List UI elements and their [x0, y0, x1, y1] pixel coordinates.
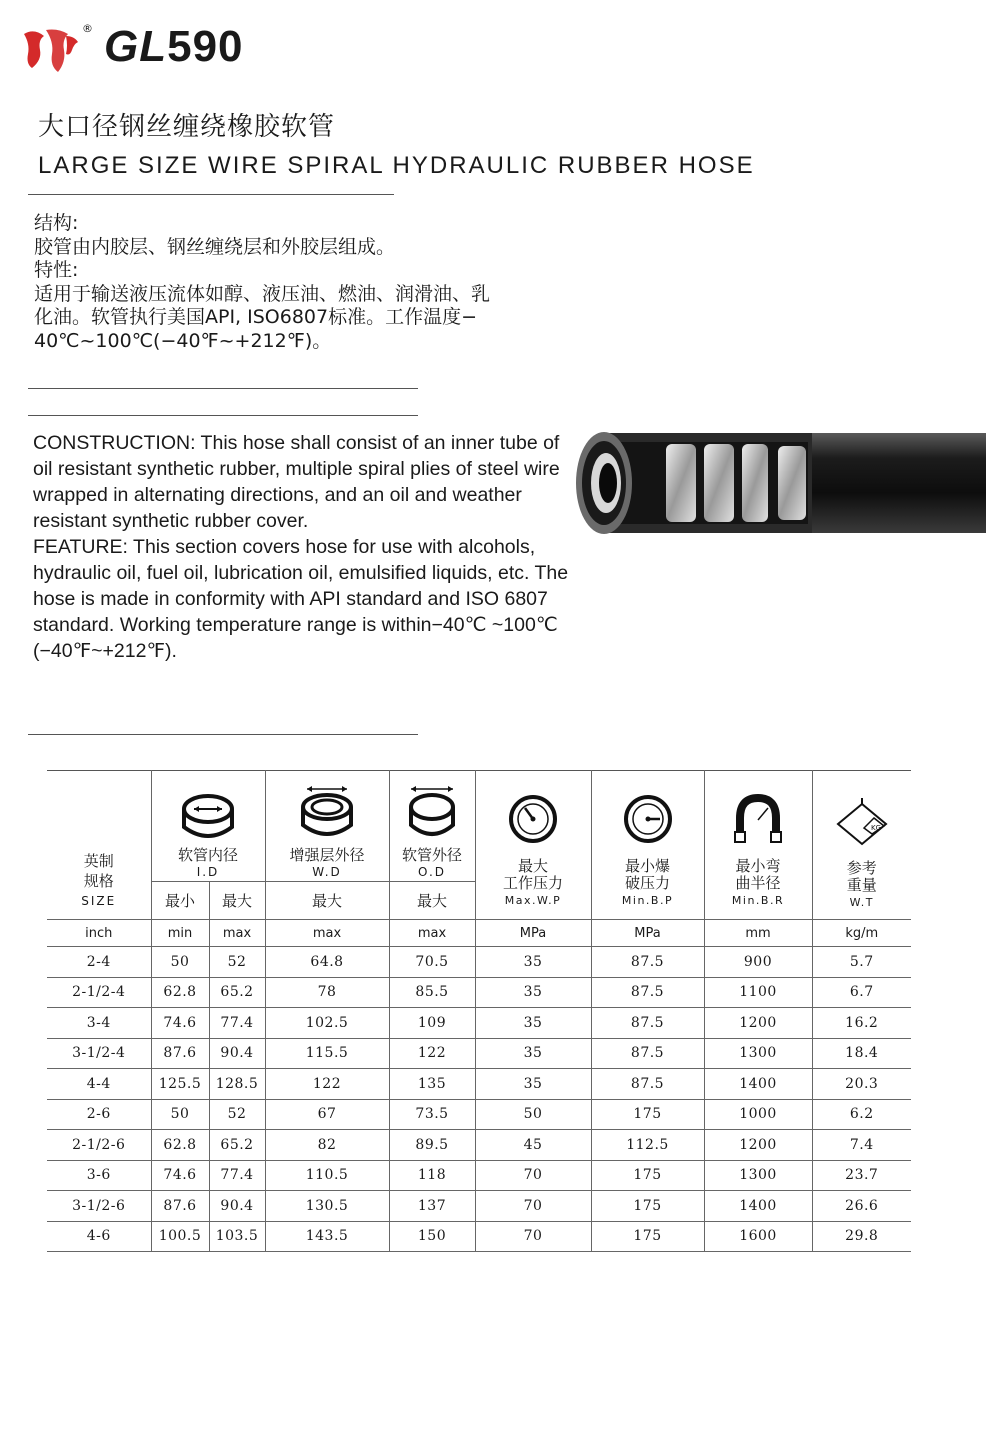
od-max-cell: 70.5: [389, 947, 475, 978]
cn-line: 胶管由内胶层、钢丝缠绕层和外胶层组成。: [34, 235, 396, 258]
max-wp-cell: 45: [475, 1130, 591, 1161]
br-header-cn1: 最小弯: [735, 857, 781, 875]
table-row: [47, 1008, 911, 1039]
cn-line: 特性:: [34, 259, 79, 281]
wt-header-en: W.T: [849, 896, 874, 909]
description-chinese: [34, 212, 574, 353]
min-br-cell: 1200: [704, 1130, 812, 1161]
size-cell: 4-4: [47, 1069, 151, 1100]
weight-cell: 6.2: [812, 1099, 911, 1130]
description-english: [33, 430, 573, 664]
spec-table: [47, 770, 911, 1252]
divider: [28, 388, 418, 389]
wp-header-cn2: 工作压力: [503, 874, 564, 892]
feature-text: FEATURE: This section covers hose for use with alcohols, hydraulic oil, fuel oil, lubrication oil, emulsified liquids, etc. The hose is made in conformity with API standard and ISO 6807 standard. Working temperature range is within−40℃ ~100℃(−40℉~+212℉).: [33, 536, 569, 662]
outer-diameter-icon: [407, 785, 457, 843]
wd-max-cell: 64.8: [265, 947, 389, 978]
wd-max-cell: 110.5: [265, 1160, 389, 1191]
min-br-cell: 1600: [704, 1221, 812, 1252]
unit-cell: min: [151, 920, 209, 947]
weight-cell: 6.7: [812, 977, 911, 1008]
size-cell: 3-6: [47, 1160, 151, 1191]
id-max-cell: 90.4: [209, 1038, 265, 1069]
od-max-cell: 73.5: [389, 1099, 475, 1130]
id-min-cell: 100.5: [151, 1221, 209, 1252]
weight-cell: 26.6: [812, 1191, 911, 1222]
min-bp-cell: 87.5: [591, 1069, 704, 1100]
registered-mark: ®: [82, 22, 93, 35]
id-max-cell: 65.2: [209, 1130, 265, 1161]
size-header-en: SIZE: [81, 894, 117, 908]
od-max-cell: 109: [389, 1008, 475, 1039]
weight-cell: 5.7: [812, 947, 911, 978]
max-wp-cell: 50: [475, 1099, 591, 1130]
bp-header: [591, 771, 704, 920]
unit-cell: kg/m: [812, 920, 911, 947]
wd-max-cell: 143.5: [265, 1221, 389, 1252]
size-header-cn2: 规格: [83, 872, 114, 890]
id-max-cell: 128.5: [209, 1069, 265, 1100]
size-cell: 3-1/2-4: [47, 1038, 151, 1069]
model-name: [104, 22, 244, 72]
min-bp-cell: 87.5: [591, 977, 704, 1008]
id-min-subheader: 最小: [151, 882, 209, 920]
id-min-cell: 50: [151, 947, 209, 978]
weight-cell: 16.2: [812, 1008, 911, 1039]
wd-header-cn: 增强层外径: [289, 846, 365, 864]
bp-header-en: Min.B.P: [621, 894, 674, 907]
weight-cell: 18.4: [812, 1038, 911, 1069]
wp-header: [475, 771, 591, 920]
unit-cell: MPa: [591, 920, 704, 947]
units-row: [47, 920, 911, 947]
id-max-cell: 103.5: [209, 1221, 265, 1252]
size-cell: 2-6: [47, 1099, 151, 1130]
id-min-cell: 74.6: [151, 1160, 209, 1191]
od-header: [389, 771, 475, 882]
min-br-cell: 1400: [704, 1191, 812, 1222]
min-bp-cell: 175: [591, 1160, 704, 1191]
table-row: [47, 1038, 911, 1069]
size-cell: 3-4: [47, 1008, 151, 1039]
od-header-en: O.D: [418, 865, 447, 879]
weight-icon: [834, 796, 890, 846]
table-row: [47, 1099, 911, 1130]
size-header-cn1: 英制: [83, 852, 114, 870]
title-divider: [28, 194, 394, 195]
max-wp-cell: 35: [475, 947, 591, 978]
table-row: [47, 947, 911, 978]
min-br-cell: 900: [704, 947, 812, 978]
id-min-cell: 50: [151, 1099, 209, 1130]
id-min-cell: 87.6: [151, 1191, 209, 1222]
od-max-subheader: 最大: [389, 882, 475, 920]
unit-cell: max: [389, 920, 475, 947]
wp-header-cn1: 最大: [518, 857, 549, 875]
id-max-subheader: 最大: [209, 882, 265, 920]
id-max-cell: 77.4: [209, 1160, 265, 1191]
weight-cell: 7.4: [812, 1130, 911, 1161]
min-br-cell: 1300: [704, 1160, 812, 1191]
unit-cell: MPa: [475, 920, 591, 947]
unit-cell: max: [265, 920, 389, 947]
od-max-cell: 118: [389, 1160, 475, 1191]
min-bp-cell: 112.5: [591, 1130, 704, 1161]
id-min-cell: 74.6: [151, 1008, 209, 1039]
size-cell: 4-6: [47, 1221, 151, 1252]
min-br-cell: 1200: [704, 1008, 812, 1039]
min-bp-cell: 87.5: [591, 947, 704, 978]
wd-max-cell: 122: [265, 1069, 389, 1100]
svg-text:KG: KG: [870, 824, 881, 832]
reinforcement-diameter-icon: [299, 785, 355, 843]
bp-header-cn2: 破压力: [625, 874, 671, 892]
br-header-en: Min.B.R: [731, 894, 785, 907]
weight-cell: 20.3: [812, 1069, 911, 1100]
wd-max-cell: 115.5: [265, 1038, 389, 1069]
min-br-cell: 1400: [704, 1069, 812, 1100]
br-header-cn2: 曲半径: [735, 874, 781, 892]
cn-line: 化油。软管执行美国API, ISO6807标准。工作温度−: [34, 306, 478, 328]
weight-cell: 23.7: [812, 1160, 911, 1191]
size-cell: 2-1/2-6: [47, 1130, 151, 1161]
od-max-cell: 137: [389, 1191, 475, 1222]
max-wp-cell: 70: [475, 1160, 591, 1191]
table-row: [47, 1069, 911, 1100]
wt-header-cn1: 参考: [846, 859, 877, 877]
title-chinese: 大口径钢丝缠绕橡胶软管: [38, 112, 336, 142]
max-wp-cell: 35: [475, 1069, 591, 1100]
od-max-cell: 150: [389, 1221, 475, 1252]
wd-max-cell: 82: [265, 1130, 389, 1161]
max-wp-cell: 35: [475, 1008, 591, 1039]
min-bp-cell: 175: [591, 1221, 704, 1252]
id-min-cell: 62.8: [151, 977, 209, 1008]
unit-cell: mm: [704, 920, 812, 947]
wt-header-cn2: 重量: [846, 876, 877, 894]
min-bp-cell: 175: [591, 1191, 704, 1222]
id-max-cell: 77.4: [209, 1008, 265, 1039]
id-max-cell: 90.4: [209, 1191, 265, 1222]
min-bp-cell: 87.5: [591, 1008, 704, 1039]
cn-line: 结构:: [34, 212, 79, 234]
od-max-cell: 89.5: [389, 1130, 475, 1161]
id-max-cell: 52: [209, 1099, 265, 1130]
id-min-cell: 62.8: [151, 1130, 209, 1161]
construction-text: CONSTRUCTION: This hose shall consist of an inner tube of oil resistant synthetic rubber, multiple spiral plies of steel wire wrapped in alternating directions, and an oil and weather resistant synthetic rubber cover.: [33, 432, 560, 532]
min-br-cell: 1300: [704, 1038, 812, 1069]
id-header: [151, 771, 265, 882]
size-header: [47, 771, 151, 920]
divider: [28, 734, 418, 735]
wd-max-cell: 78: [265, 977, 389, 1008]
od-max-cell: 122: [389, 1038, 475, 1069]
od-max-cell: 85.5: [389, 977, 475, 1008]
unit-cell: inch: [47, 920, 151, 947]
wd-header-en: W.D: [312, 865, 342, 879]
hose-cross-section-icon: [572, 430, 986, 540]
wd-max-cell: 102.5: [265, 1008, 389, 1039]
max-wp-cell: 70: [475, 1191, 591, 1222]
table-row: [47, 1160, 911, 1191]
bend-radius-icon: [732, 794, 784, 844]
unit-cell: max: [209, 920, 265, 947]
model-prefix: GL: [104, 22, 168, 71]
wd-max-cell: 130.5: [265, 1191, 389, 1222]
wd-header: [265, 771, 389, 882]
min-br-cell: 1000: [704, 1099, 812, 1130]
id-max-cell: 65.2: [209, 977, 265, 1008]
od-header-cn: 软管外径: [402, 846, 463, 864]
table-row: [47, 1191, 911, 1222]
wp-header-en: Max.W.P: [504, 894, 562, 907]
divider: [28, 415, 418, 416]
min-bp-cell: 87.5: [591, 1038, 704, 1069]
size-cell: 2-4: [47, 947, 151, 978]
min-br-cell: 1100: [704, 977, 812, 1008]
burst-gauge-icon: [621, 794, 675, 844]
max-wp-cell: 70: [475, 1221, 591, 1252]
max-wp-cell: 35: [475, 977, 591, 1008]
table-row: [47, 977, 911, 1008]
min-bp-cell: 175: [591, 1099, 704, 1130]
cn-line: 适用于输送液压流体如醇、液压油、燃油、润滑油、乳: [34, 282, 491, 305]
weight-cell: 29.8: [812, 1221, 911, 1252]
size-cell: 2-1/2-4: [47, 977, 151, 1008]
inner-diameter-icon: [180, 793, 236, 843]
table-row: [47, 1221, 911, 1252]
id-max-cell: 52: [209, 947, 265, 978]
wd-max-subheader: 最大: [265, 882, 389, 920]
id-header-cn: 软管内径: [178, 846, 239, 864]
br-header: [704, 771, 812, 920]
bp-header-cn1: 最小爆: [625, 857, 671, 875]
cn-line: 40℃~100℃(−40℉~+212℉)。: [34, 329, 332, 352]
max-wp-cell: 35: [475, 1038, 591, 1069]
pressure-gauge-icon: [508, 794, 558, 844]
brand-logo-icon: [18, 24, 82, 76]
od-max-cell: 135: [389, 1069, 475, 1100]
model-number: 590: [167, 22, 244, 71]
table-row: [47, 1130, 911, 1161]
wt-header: [812, 771, 911, 920]
id-min-cell: 87.6: [151, 1038, 209, 1069]
id-header-en: I.D: [196, 865, 220, 879]
wd-max-cell: 67: [265, 1099, 389, 1130]
size-cell: 3-1/2-6: [47, 1191, 151, 1222]
title-english: LARGE SIZE WIRE SPIRAL HYDRAULIC RUBBER HOSE: [38, 152, 755, 179]
id-min-cell: 125.5: [151, 1069, 209, 1100]
